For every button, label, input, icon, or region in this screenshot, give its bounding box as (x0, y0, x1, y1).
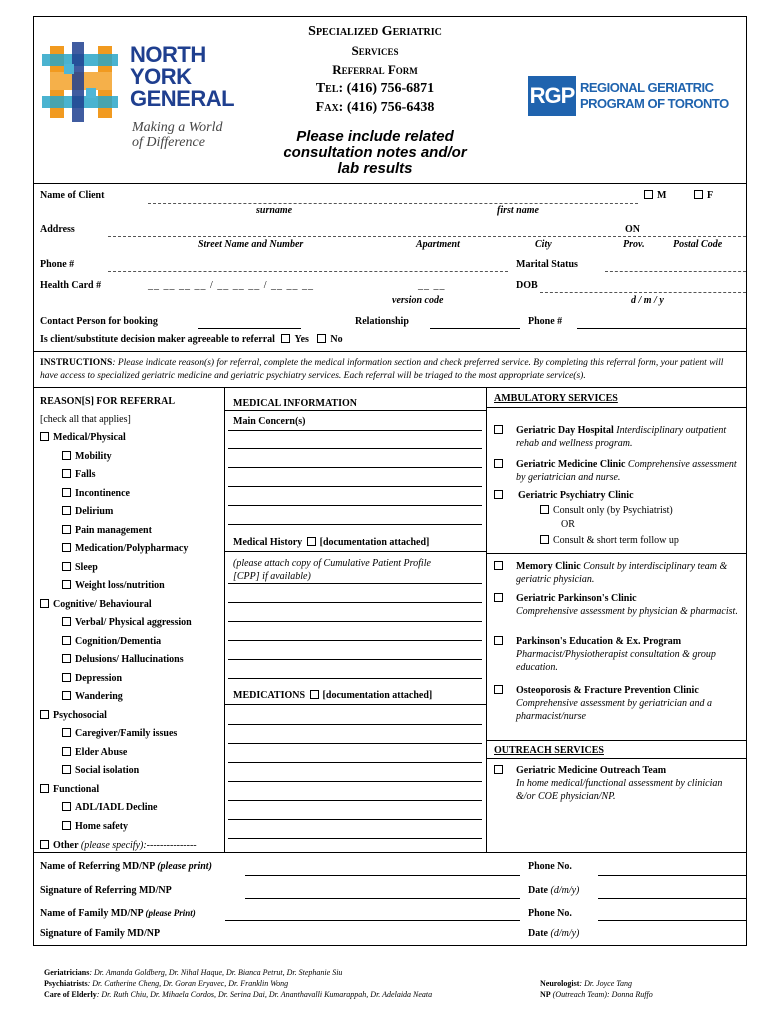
dob-field[interactable] (540, 292, 746, 293)
reason-label: Pain management (75, 524, 152, 536)
postal-caption: Postal Code (673, 239, 723, 250)
outreach-title-rule (486, 758, 747, 759)
reason-checkbox[interactable] (62, 654, 71, 663)
reason-checkbox[interactable] (40, 432, 49, 441)
medication-line[interactable] (228, 819, 482, 820)
reason-item[interactable] (62, 562, 98, 573)
reason-checkbox[interactable] (62, 580, 71, 589)
reason-item[interactable] (62, 580, 165, 591)
reason-checkbox[interactable] (62, 525, 71, 534)
history-line[interactable] (228, 659, 482, 660)
day-hospital-option (516, 424, 741, 450)
referring-phone-label: Phone No. (528, 861, 572, 872)
reason-label: Incontinence (75, 487, 130, 499)
med-doc-checkbox[interactable] (310, 690, 319, 699)
col-divider-2 (486, 387, 487, 852)
referring-signature-label: Signature of Referring MD/NP (40, 885, 172, 896)
address-label: Address (40, 224, 75, 235)
signature-top-rule (33, 852, 747, 853)
health-card-label: Health Card # (40, 280, 102, 291)
np-label: NP (540, 990, 551, 999)
client-name-label: Name of Client (40, 190, 105, 201)
referring-name-hint: (please print) (157, 861, 212, 872)
history-doc-checkbox[interactable] (307, 537, 316, 546)
psych-followup-checkbox[interactable] (540, 535, 549, 544)
reason-item[interactable] (62, 747, 127, 758)
reason-item[interactable] (62, 691, 123, 702)
reason-label: Elder Abuse (75, 746, 128, 758)
outreach-item-desc: In home medical/functional assessment by clinician &/or COE physician/NP. (516, 778, 723, 802)
day-hospital-title: Geriatric Day Hospital (516, 425, 614, 436)
main-concern-line[interactable] (228, 505, 482, 506)
family-phone-field[interactable] (598, 920, 746, 921)
note-line-1: Please include related (296, 128, 454, 145)
sex-m-checkbox[interactable] (644, 190, 653, 199)
parkinsons-ed-checkbox[interactable] (494, 636, 503, 645)
ambulatory-title-rule (486, 407, 747, 408)
neurologist-label: Neurologist (540, 979, 580, 988)
history-hint: (please attach copy of Cumulative Patient Profile [CPP] if available) (233, 558, 431, 582)
family-date-hint: (d/m/y) (550, 928, 580, 939)
main-concern-line[interactable] (228, 486, 482, 487)
sex-m-option[interactable] (644, 190, 666, 201)
reason-checkbox[interactable] (62, 821, 71, 830)
sex-f-checkbox[interactable] (694, 190, 703, 199)
referring-date-hint: (d/m/y) (550, 885, 580, 896)
osteoporosis-checkbox[interactable] (494, 685, 503, 694)
family-name-label (40, 908, 196, 919)
nyg-tagline1: Making a World (132, 120, 223, 135)
neurologist-names: : Dr. Joyce Tang (579, 979, 632, 988)
reason-item[interactable] (62, 525, 152, 536)
include-notes-instruction (250, 129, 500, 177)
outreach-title: OUTREACH SERVICES (494, 745, 604, 756)
sex-m-label: M (657, 190, 667, 201)
reason-item[interactable] (62, 506, 113, 517)
referring-date-field[interactable] (598, 898, 746, 899)
reason-item[interactable] (62, 543, 188, 554)
north-york-general-logo (42, 38, 242, 158)
gmc-desc: Comprehensive assessment by geriatrician and nurse. (516, 459, 737, 483)
reason-other-hint[interactable]: (please specify):--------------- (80, 840, 197, 851)
reason-label: Wandering (75, 691, 123, 702)
instructions-top-rule (33, 351, 747, 352)
apartment-caption: Apartment (416, 239, 460, 250)
reason-label: Psychosocial (53, 709, 107, 721)
instructions-text (40, 357, 740, 383)
medical-info-title: MEDICAL INFORMATION (233, 398, 357, 409)
note-line-2: consultation notes and/or (283, 144, 467, 161)
marital-status-label: Marital Status (516, 259, 578, 270)
reason-label: Verbal/ Physical aggression (75, 617, 192, 628)
contact-person-label: Contact Person for booking (40, 316, 158, 327)
reason-other-label: Other (53, 840, 79, 851)
city-caption: City (535, 239, 552, 250)
ambulatory-rule-1 (486, 553, 747, 554)
outreach-option (516, 764, 741, 803)
medication-line[interactable] (228, 781, 482, 782)
reason-label: Cognitive/ Behavioural (53, 598, 152, 610)
reason-item[interactable] (62, 488, 130, 499)
reason-checkbox[interactable] (62, 469, 71, 478)
parkinsons-ed-desc: Pharmacist/Physiotherapist consultation & group education. (516, 649, 716, 673)
reason-item[interactable] (40, 710, 107, 721)
psychiatrists-names: : Dr. Catherine Cheng, Dr. Goran Eryavec, Dr. Franklin Wong (87, 979, 289, 988)
health-card-field[interactable]: __ __ __ __ / __ __ __ / __ __ __ (148, 280, 315, 291)
medications-text: MEDICATIONS (233, 690, 306, 701)
main-concern-label: Main Concern(s) (233, 416, 306, 427)
dob-label: DOB (516, 280, 538, 291)
rgp-line2: PROGRAM OF TORONTO (580, 96, 729, 111)
rgp-line1: REGIONAL GERIATRIC (580, 80, 714, 95)
reason-checkbox[interactable] (62, 636, 71, 645)
reason-checkbox[interactable] (62, 747, 71, 756)
psych-clinic-option (518, 489, 743, 502)
footer-geriatricians (44, 967, 342, 978)
medication-line[interactable] (228, 762, 482, 763)
client-name-field[interactable] (148, 203, 638, 204)
history-line[interactable] (228, 583, 482, 584)
reason-item[interactable] (62, 636, 161, 647)
reason-label: Social isolation (75, 765, 140, 776)
contact-phone-field[interactable] (577, 328, 746, 329)
province-value: ON (625, 224, 640, 235)
sex-f-option[interactable] (694, 190, 713, 201)
sdm-no-checkbox[interactable] (317, 334, 326, 343)
reason-checkbox[interactable] (62, 562, 71, 571)
footer-np (540, 989, 653, 1000)
relationship-label: Relationship (355, 316, 409, 327)
reason-checkbox[interactable] (62, 543, 71, 552)
family-date-text: Date (528, 928, 548, 939)
care-of-elderly-names: : Dr. Ruth Chiu, Dr. Mihaela Cordos, Dr. Serina Dai, Dr. Ananthavalli Kumarappah, Dr. Adelaida Neata (96, 990, 433, 999)
sdm-question: Is client/substitute decision maker agreeable to referral (40, 334, 275, 345)
sdm-yes-checkbox[interactable] (281, 334, 290, 343)
outreach-item-title: Geriatric Medicine Outreach Team (516, 765, 667, 776)
reason-label: Home safety (75, 820, 129, 832)
nyg-line2: YORK (130, 64, 192, 89)
phone-label: Phone # (40, 259, 75, 270)
form-title (250, 22, 500, 117)
reason-label: Caregiver/Family issues (75, 728, 178, 739)
referring-name-field[interactable] (245, 875, 520, 876)
psych-or: OR (561, 519, 575, 530)
reason-item[interactable] (62, 728, 177, 739)
sdm-agreement (40, 334, 343, 345)
referring-phone-field[interactable] (598, 875, 746, 876)
psych-followup[interactable] (540, 535, 679, 546)
footer-neurologist (540, 978, 632, 989)
family-name-hint: (please Print) (145, 908, 196, 918)
instructions-body: : Please indicate reason(s) for referral, complete the medical information section and check preferred service. By completing this referral form, your patient will have access to specialized geriatric medicine and geriatric psychiatry services. Each referral will be triaged to the most appropriate service(s). (40, 358, 724, 381)
nyg-line1: NORTH (130, 42, 206, 67)
reason-label: Delirium (75, 506, 114, 517)
reasons-title: REASON[S] FOR REFERRAL (40, 396, 176, 407)
psych-consult-only[interactable] (540, 505, 673, 516)
parkinsons-clinic-desc: Comprehensive assessment by physician & pharmacist. (516, 606, 738, 617)
reason-label: Weight loss/nutrition (75, 580, 165, 591)
referring-date-label (528, 885, 579, 896)
osteoporosis-desc: Comprehensive assessment by geriatrician and a pharmacist/nurse (516, 698, 712, 722)
main-concern-line[interactable] (228, 467, 482, 468)
outreach-top-rule (486, 740, 747, 741)
reason-checkbox[interactable] (62, 506, 71, 515)
version-code-field[interactable]: __ __ (418, 280, 446, 291)
memory-clinic-title: Memory Clinic (516, 561, 581, 572)
medication-line[interactable] (228, 724, 482, 725)
reason-label: ADL/IADL Decline (75, 802, 158, 813)
reason-label: Sleep (75, 561, 98, 573)
reason-item[interactable] (62, 617, 192, 628)
instructions-heading: INSTRUCTIONS (40, 358, 113, 368)
reason-item[interactable] (62, 451, 112, 462)
reason-label: Mobility (75, 450, 112, 462)
reason-label: Depression (75, 672, 123, 684)
geriatricians-label: Geriatricians (44, 968, 90, 977)
reason-item[interactable] (62, 765, 139, 776)
medication-line[interactable] (228, 800, 482, 801)
psych-clinic-title: Geriatric Psychiatry Clinic (518, 490, 634, 501)
reason-label: Medication/Polypharmacy (75, 543, 189, 554)
memory-clinic-option (516, 560, 741, 586)
med-doc-label: [documentation attached] (322, 690, 433, 701)
outreach-checkbox[interactable] (494, 765, 503, 774)
first-name-caption: first name (497, 205, 539, 216)
nyg-tagline2: of Difference (132, 135, 205, 150)
reason-checkbox[interactable] (62, 488, 71, 497)
version-code-caption: version code (392, 295, 444, 306)
family-phone-label: Phone No. (528, 908, 572, 919)
medication-line[interactable] (228, 743, 482, 744)
medication-line[interactable] (228, 838, 482, 839)
address-field[interactable] (108, 236, 746, 237)
footer-psychiatrists (44, 978, 288, 989)
reason-other[interactable] (40, 840, 197, 851)
medical-title-rule (224, 410, 486, 411)
medications-rule (224, 704, 486, 705)
referring-signature-field[interactable] (245, 898, 520, 899)
footer-care-of-elderly (44, 989, 432, 1000)
title-line-3: Referral Form (332, 62, 418, 77)
gmc-title: Geriatric Medicine Clinic (516, 459, 626, 470)
care-of-elderly-label: Care of Elderly (44, 990, 97, 999)
parkinsons-clinic-title: Geriatric Parkinson's Clinic (516, 593, 637, 604)
psych-consult-only-checkbox[interactable] (540, 505, 549, 514)
referring-date-text: Date (528, 885, 548, 896)
nyg-line3: GENERAL (130, 86, 235, 111)
parkinsons-clinic-checkbox[interactable] (494, 593, 503, 602)
reason-label: Delusions/ Hallucinations (75, 654, 184, 665)
osteoporosis-title: Osteoporosis & Fracture Prevention Clinic (516, 685, 699, 696)
instructions-bottom-rule (33, 387, 747, 388)
reason-checkbox[interactable] (40, 710, 49, 719)
phone-field[interactable] (108, 271, 508, 272)
reason-item[interactable] (62, 654, 184, 665)
reason-item[interactable] (40, 784, 99, 795)
medications-label (233, 690, 432, 701)
rgp-mark: RGP (528, 76, 576, 116)
reason-checkbox[interactable] (62, 728, 71, 737)
medical-history-label (233, 537, 429, 548)
col-divider-1 (224, 387, 225, 852)
header-divider (33, 183, 747, 184)
history-line[interactable] (228, 602, 482, 603)
psych-consult-only-label: Consult only (by Psychiatrist) (553, 505, 673, 516)
medical-history-text: Medical History (233, 537, 303, 548)
np-names: (Outreach Team): Donna Ruffo (550, 990, 653, 999)
family-name-field[interactable] (225, 920, 520, 921)
reason-item[interactable] (62, 802, 158, 813)
parkinsons-clinic-option (516, 592, 741, 618)
note-line-3: lab results (337, 160, 413, 177)
gmc-checkbox[interactable] (494, 459, 503, 468)
title-fax: Fax: (416) 756-6438 (315, 100, 435, 115)
contact-phone-label: Phone # (528, 316, 563, 327)
memory-clinic-checkbox[interactable] (494, 561, 503, 570)
sex-f-label: F (707, 190, 714, 201)
gmc-option (516, 458, 741, 484)
family-name-text: Name of Family MD/NP (40, 908, 144, 919)
reason-item[interactable] (40, 432, 126, 443)
surname-caption: surname (256, 205, 293, 216)
reason-checkbox[interactable] (62, 802, 71, 811)
nyg-logo-mark (42, 42, 122, 122)
prov-caption: Prov. (623, 239, 645, 250)
sdm-yes-label: Yes (294, 334, 309, 345)
history-line[interactable] (228, 678, 482, 679)
reason-item[interactable] (62, 821, 128, 832)
reason-checkbox[interactable] (40, 599, 49, 608)
ambulatory-title: AMBULATORY SERVICES (494, 393, 618, 404)
main-concern-line[interactable] (228, 448, 482, 449)
reason-label: Falls (75, 469, 96, 480)
day-hospital-checkbox[interactable] (494, 425, 503, 434)
reason-checkbox[interactable] (62, 617, 71, 626)
reason-item[interactable] (62, 469, 96, 480)
history-doc-label: [documentation attached] (319, 537, 430, 548)
street-caption: Street Name and Number (198, 239, 304, 250)
referring-name-label (40, 861, 212, 872)
parkinsons-ed-title: Parkinson's Education & Ex. Program (516, 636, 682, 647)
history-rule (224, 551, 486, 552)
psych-clinic-checkbox[interactable] (494, 490, 503, 499)
reason-checkbox[interactable] (62, 673, 71, 682)
reason-item[interactable] (62, 673, 122, 684)
reason-label: Functional (53, 783, 100, 795)
reasons-subtitle: [check all that applies] (40, 414, 131, 425)
reason-checkbox[interactable] (40, 784, 49, 793)
marital-status-field[interactable] (605, 271, 746, 272)
reason-label: Cognition/Dementia (75, 635, 162, 647)
referring-name-text: Name of Referring MD/NP (40, 861, 155, 872)
family-date-label (528, 928, 579, 939)
history-line[interactable] (228, 621, 482, 622)
psychiatrists-label: Psychiatrists (44, 979, 88, 988)
geriatricians-names: : Dr. Amanda Goldberg, Dr. Nihal Haque, Dr. Bianca Petrut, Dr. Stephanie Siu (89, 968, 343, 977)
reason-checkbox[interactable] (62, 691, 71, 700)
rgp-logo (528, 76, 728, 116)
main-concern-line[interactable] (228, 524, 482, 525)
relationship-field[interactable] (430, 328, 520, 329)
sdm-no-label: No (330, 334, 343, 345)
main-concern-line[interactable] (228, 430, 482, 431)
day-hospital-desc: Interdisciplinary outpatient rehab and wellness program. (516, 425, 727, 449)
reason-label: Medical/Physical (53, 432, 126, 443)
parkinsons-ed-option (516, 635, 741, 674)
memory-clinic-desc: Consult by interdisciplinary team & geriatric physician. (516, 561, 728, 585)
title-line-2: Services (351, 43, 399, 58)
family-signature-label: Signature of Family MD/NP (40, 928, 161, 939)
reason-item[interactable] (40, 599, 152, 610)
contact-person-field[interactable] (198, 328, 301, 329)
reason-checkbox[interactable] (62, 765, 71, 774)
title-tel: Tel: (416) 756-6871 (315, 81, 435, 96)
dob-format-caption: d / m / y (631, 295, 664, 306)
title-line-1: Specialized Geriatric (308, 24, 442, 39)
reason-other-checkbox[interactable] (40, 840, 49, 849)
osteoporosis-option (516, 684, 741, 723)
history-line[interactable] (228, 640, 482, 641)
reason-checkbox[interactable] (62, 451, 71, 460)
psych-followup-label: Consult & short term follow up (553, 535, 679, 546)
